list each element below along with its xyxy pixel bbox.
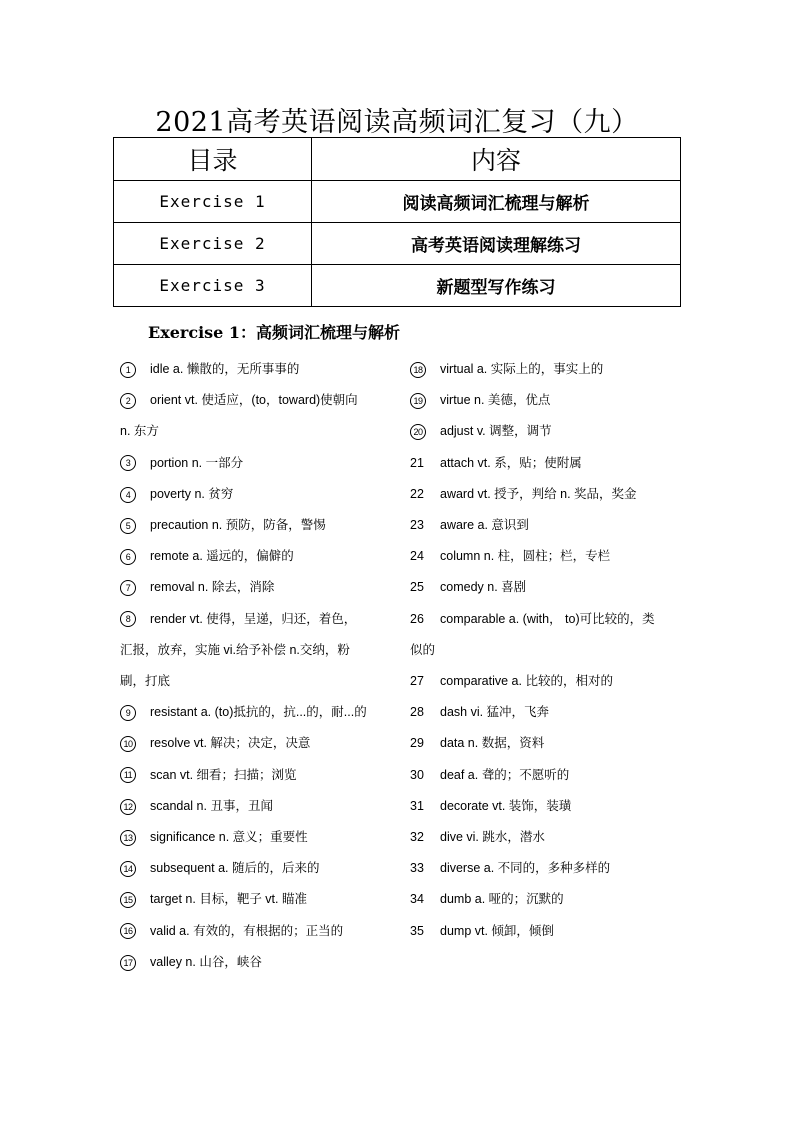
vocab-item [410, 697, 690, 728]
vocab-item [120, 510, 392, 541]
vocab-item [120, 572, 392, 603]
vocab-entry: column n. 柱，圆柱；栏，专栏 [440, 549, 611, 564]
vocab-number [120, 947, 150, 978]
vocab-item [410, 354, 690, 385]
table-header-row [114, 138, 681, 181]
vocab-number [410, 916, 440, 947]
exercise-content: 高考英语阅读理解练习 [312, 223, 681, 265]
vocab-item [410, 604, 690, 635]
vocab-number [410, 884, 440, 915]
exercise-label: Exercise 3 [114, 265, 312, 307]
vocab-item [120, 791, 392, 822]
vocab-item [410, 728, 690, 759]
vocab-entry: aware a. 意识到 [440, 518, 529, 533]
vocab-item [120, 541, 392, 572]
vocab-entry: dash vi. 猛冲，飞奔 [440, 705, 550, 720]
vocab-entry: data n. 数据，资料 [440, 736, 545, 751]
vocab-number-label: 2 [120, 393, 136, 409]
vocab-number [120, 572, 150, 603]
vocab-number [120, 385, 150, 416]
vocab-number [120, 541, 150, 572]
vocab-entry: target n. 目标，靶子 vt. 瞄准 [150, 892, 307, 907]
vocab-item [120, 822, 392, 853]
vocab-number [120, 853, 150, 884]
table-row [114, 223, 681, 265]
vocab-item [120, 354, 392, 385]
table-row [114, 265, 681, 307]
vocab-number-label: 13 [120, 830, 136, 846]
vocab-number [410, 604, 440, 635]
vocab-number [410, 354, 440, 385]
vocab-item [410, 479, 690, 510]
vocab-number [120, 760, 150, 791]
vocab-item [410, 822, 690, 853]
vocab-number [120, 916, 150, 947]
vocab-entry: significance n. 意义；重要性 [150, 830, 308, 845]
vocab-item [410, 416, 690, 447]
vocab-entry-continuation: 似的 [410, 642, 436, 657]
vocab-number-label: 8 [120, 611, 136, 627]
vocab-number-label: 21 [410, 455, 424, 470]
vocab-entry: decorate vt. 装饰，装璜 [440, 798, 572, 813]
vocab-number-label: 29 [410, 736, 424, 751]
vocab-entry: scan vt. 细看；扫描；浏览 [150, 767, 297, 782]
header-content: 内容 [312, 138, 681, 181]
vocab-number-label: 4 [120, 487, 136, 503]
vocab-number [410, 416, 440, 447]
exercise-content: 阅读高频词汇梳理与解析 [312, 181, 681, 223]
vocab-number-label: 9 [120, 705, 136, 721]
vocab-number [410, 822, 440, 853]
vocab-number-label: 34 [410, 892, 424, 907]
vocab-number-label: 31 [410, 798, 424, 813]
vocab-number-label: 15 [120, 892, 136, 908]
vocab-entry: comparative a. 比较的，相对的 [440, 674, 613, 689]
vocab-number-label: 24 [410, 549, 424, 564]
exercise-content: 新题型写作练习 [312, 265, 681, 307]
vocab-number [410, 666, 440, 697]
vocab-item [120, 760, 392, 791]
vocab-number-label: 32 [410, 830, 424, 845]
vocab-entry: scandal n. 丑事，丑闻 [150, 798, 273, 813]
vocab-column-right [410, 354, 690, 947]
vocab-item [120, 479, 392, 510]
vocab-number-label: 19 [410, 393, 426, 409]
vocab-item [120, 728, 392, 759]
vocab-item [120, 697, 392, 728]
vocab-entry: resistant a. (to)抵抗的，抗...的，耐...的 [150, 705, 367, 720]
vocab-entry: poverty n. 贫穷 [150, 486, 234, 501]
vocab-number-label: 28 [410, 705, 424, 720]
vocab-number [120, 884, 150, 915]
vocab-item [410, 791, 690, 822]
vocab-number-label: 6 [120, 549, 136, 565]
vocab-number-label: 30 [410, 767, 424, 782]
vocab-item [120, 385, 392, 416]
vocab-number [120, 791, 150, 822]
vocab-entry-continuation: 刷，打底 [120, 674, 171, 689]
vocab-number-label: 11 [120, 767, 136, 783]
vocab-number [120, 604, 150, 635]
vocab-entry: dumb a. 哑的；沉默的 [440, 892, 564, 907]
vocab-number [410, 541, 440, 572]
vocab-number-label: 23 [410, 518, 424, 533]
vocab-item [410, 916, 690, 947]
vocab-number-label: 3 [120, 455, 136, 471]
vocab-entry: idle a. 懒散的，无所事事的 [150, 362, 300, 376]
section-heading: Exercise 1：高频词汇梳理与解析 [148, 323, 401, 342]
vocab-item [410, 510, 690, 541]
vocab-number-label: 1 [120, 362, 136, 378]
vocab-number [120, 479, 150, 510]
vocab-entry: precaution n. 预防，防备，警惕 [150, 518, 326, 533]
vocab-number [410, 385, 440, 416]
vocab-entry: resolve vt. 解决；决定，决意 [150, 736, 311, 751]
vocab-number-label: 16 [120, 923, 136, 939]
vocab-entry: dive vi. 跳水，潜水 [440, 830, 545, 845]
vocab-number [120, 510, 150, 541]
vocab-number [410, 791, 440, 822]
vocab-item [410, 760, 690, 791]
vocab-entry: comparable a. (with， to)可比较的，类 [440, 611, 655, 626]
vocab-number-label: 35 [410, 923, 424, 938]
vocab-column-left [120, 354, 392, 978]
vocab-item [410, 541, 690, 572]
vocab-number [410, 728, 440, 759]
vocab-entry: render vt. 使得，呈递，归还，着色， [150, 611, 357, 626]
exercise-label: Exercise 1 [114, 181, 312, 223]
vocab-number-label: 10 [120, 736, 136, 752]
vocab-item [120, 947, 392, 978]
vocab-number [410, 697, 440, 728]
vocab-number-label: 7 [120, 580, 136, 596]
vocab-number-label: 20 [410, 424, 426, 440]
vocab-number-label: 22 [410, 486, 424, 501]
vocab-entry: attach vt. 系，贴；使附属 [440, 455, 582, 470]
vocab-item [410, 853, 690, 884]
vocab-entry: virtue n. 美德，优点 [440, 393, 551, 408]
header-catalog: 目录 [114, 138, 312, 181]
vocab-entry-continuation: n. 东方 [120, 424, 159, 439]
vocab-number-label: 5 [120, 518, 136, 534]
contents-table [113, 137, 681, 307]
vocab-number [120, 728, 150, 759]
table-row [114, 181, 681, 223]
vocab-item [120, 884, 392, 915]
vocab-entry: diverse a. 不同的，多种多样的 [440, 861, 611, 876]
vocab-entry-continuation: 汇报，放弃，实施 vi.给予补偿 n.交纳，粉 [120, 642, 350, 657]
vocab-number [410, 479, 440, 510]
page-title: 2021高考英语阅读高频词汇复习（九） [155, 107, 639, 138]
vocab-number [120, 448, 150, 479]
vocab-number-label: 27 [410, 674, 424, 689]
vocab-number [410, 510, 440, 541]
vocab-number-label: 18 [410, 362, 426, 378]
vocab-item [410, 385, 690, 416]
vocab-item [120, 853, 392, 884]
vocab-entry: comedy n. 喜剧 [440, 580, 527, 595]
vocab-number [120, 822, 150, 853]
vocab-number [410, 572, 440, 603]
vocab-entry: remote a. 遥远的，偏僻的 [150, 549, 294, 564]
vocab-item [410, 572, 690, 603]
vocab-number-label: 12 [120, 799, 136, 815]
vocab-item [410, 448, 690, 479]
vocab-item [410, 884, 690, 915]
vocab-entry: adjust v. 调整，调节 [440, 424, 552, 439]
vocab-number [410, 853, 440, 884]
vocab-item [410, 666, 690, 697]
vocab-number [410, 448, 440, 479]
vocab-entry: virtual a. 实际上的，事实上的 [440, 362, 604, 376]
vocab-number-label: 14 [120, 861, 136, 877]
vocab-number-label: 33 [410, 861, 424, 876]
vocab-entry: dump vt. 倾卸，倾倒 [440, 923, 554, 938]
vocab-number [410, 760, 440, 791]
vocab-item [120, 916, 392, 947]
vocab-entry: subsequent a. 随后的，后来的 [150, 861, 320, 876]
vocab-entry: removal n. 除去，消除 [150, 580, 275, 595]
vocab-number [120, 697, 150, 728]
vocab-number-label: 26 [410, 611, 424, 626]
vocab-entry: deaf a. 聋的；不愿听的 [440, 767, 570, 782]
vocab-number-label: 17 [120, 955, 136, 971]
vocab-item [120, 604, 392, 635]
vocab-number [120, 354, 150, 385]
vocab-entry: portion n. 一部分 [150, 455, 244, 470]
vocab-entry: orient vt. 使适应，(to，toward)使朝向 [150, 393, 358, 408]
vocab-item [120, 448, 392, 479]
vocab-entry: valley n. 山谷，峡谷 [150, 954, 262, 969]
exercise-label: Exercise 2 [114, 223, 312, 265]
vocab-entry: valid a. 有效的，有根据的；正当的 [150, 923, 344, 938]
vocab-number-label: 25 [410, 580, 424, 595]
vocab-entry: award vt. 授予，判给 n. 奖品，奖金 [440, 486, 637, 501]
